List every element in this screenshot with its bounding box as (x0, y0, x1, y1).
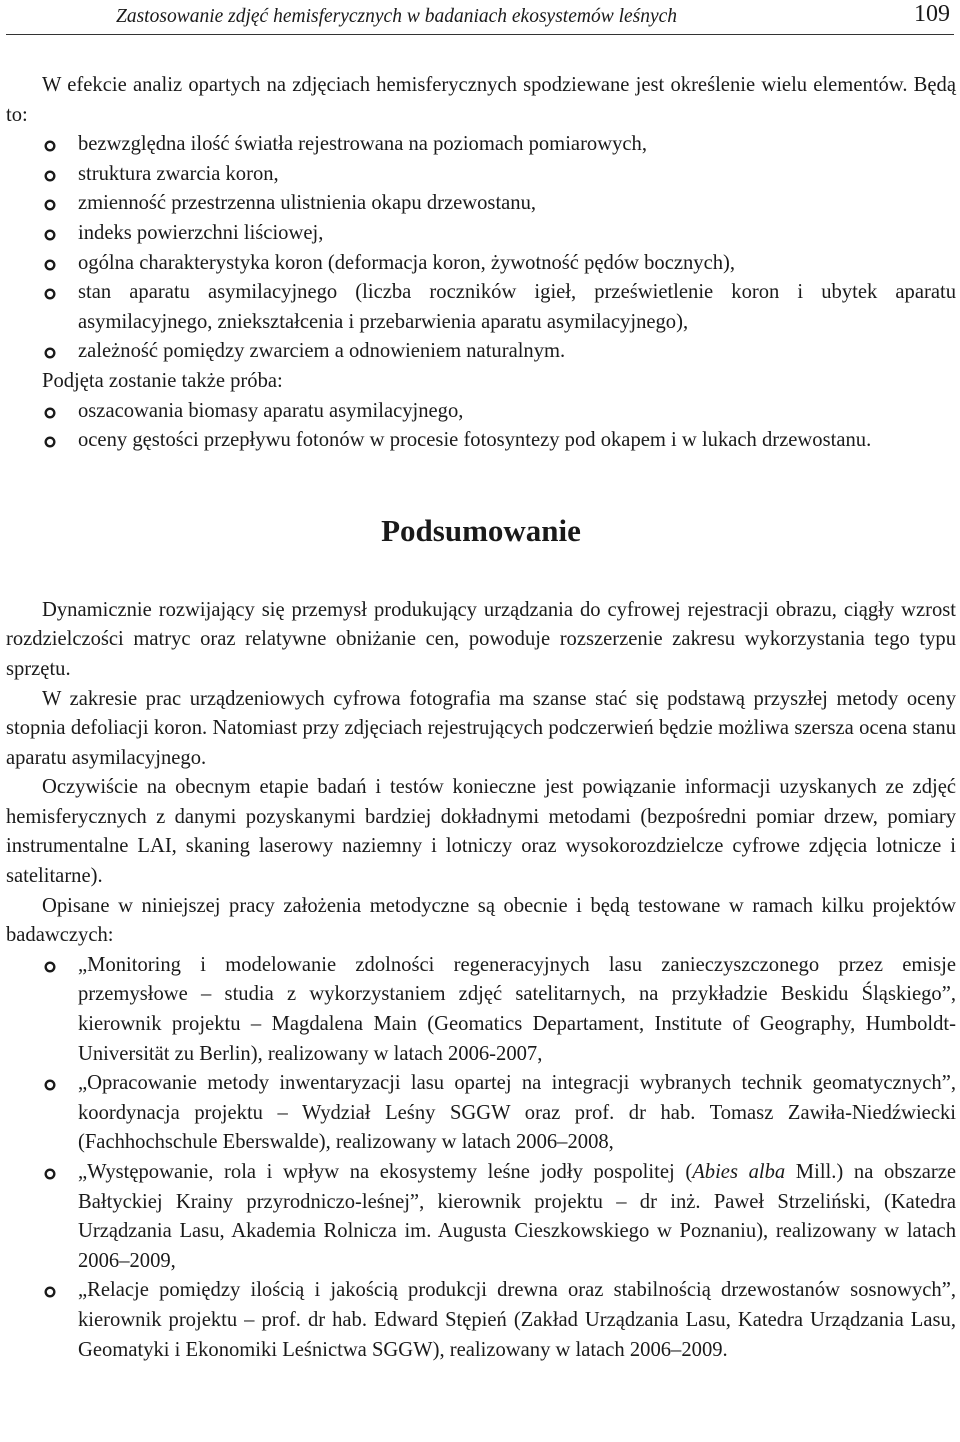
list-item: ogólna charakterystyka koron (deformacja koron, żywotność pędów bocznych), (6, 249, 956, 279)
bullet-icon (44, 347, 56, 359)
list-item: oceny gęstości przepływu fotonów w procesie fotosyntezy pod okapem i w lukach drzewostanu. (6, 426, 956, 456)
attempt-label: Podjęta zostanie także próba: (42, 369, 283, 392)
list-item: zmienność przestrzenna ulistnienia okapu drzewostanu, (6, 189, 956, 219)
bullet-icon (44, 170, 56, 182)
species-name: Abies alba (692, 1161, 786, 1183)
page-content (6, 71, 956, 1365)
project-item: „Występowanie, rola i wpływ na ekosystemy leśne jodły pospolitej (Abies alba Mill.) na obszarze Bałtyckiej Krainy przyrodniczo-leśnej”, kierownik projektu – dr inż. Paweł Strzeliński, (Katedra Urządzania Lasu, Akademia Rolnicza im. Augusta Cieszkowskiego w Poznaniu), realizowany w latach 2006–2009, (6, 1158, 956, 1276)
bullet-icon (44, 407, 56, 419)
list-item: zależność pomiędzy zwarciem a odnowieniem naturalnym. (6, 337, 956, 367)
bullet-icon (44, 288, 56, 300)
bullet-icon (44, 229, 56, 241)
summary-paragraph: Oczywiście na obecnym etapie badań i testów konieczne jest powiązanie informacji uzyskanych ze zdjęć hemisferycznych z danymi pozyskanymi bardziej dokładnymi metodami (bezpośredni pomiar drzew, pomiary instrumentalne LAI, skaning laserowy naziemny i lotniczy oraz wysokorozdzielcze cyfrowe zdjęcia lotnicze i satelitarne). (6, 776, 956, 888)
section-heading: Podsumowanie (381, 512, 581, 548)
bullet-icon (44, 1168, 56, 1180)
project-item: „Relacje pomiędzy ilością i jakością produkcji drewna oraz stabilnością drzewostanów sosnowych”, kierownik projektu – prof. dr hab. Edward Stępień (Zakład Urządzania Lasu, Katedra Urządzania Lasu, Geomatyki i Ekonomiki Leśnictwa SGGW), realizowany w latach 2006–2009. (6, 1276, 956, 1365)
bullet-icon (44, 140, 56, 152)
running-title: Zastosowanie zdjęć hemisferycznych w badaniach ekosystemów leśnych (116, 6, 678, 27)
attempt-list (6, 397, 956, 456)
expected-elements-list (6, 130, 956, 367)
summary-paragraph: W zakresie prac urządzeniowych cyfrowa fotografia ma szanse stać się podstawą przyszłej metody oceny stopnia defoliacji koron. Natomiast przy zdjęciach rejestrujących podczerwień będzie możliwa szersza ocena stanu aparatu asymilacyjnego. (6, 687, 956, 769)
projects-list (6, 951, 956, 1365)
summary-paragraph: Opisane w niniejszej pracy założenia metodyczne są obecnie i będą testowane w ramach kilku projektów badawczych: (6, 894, 956, 947)
project-item: „Opracowanie metody inwentaryzacji lasu opartej na integracji wybranych technik geomatycznych”, koordynacja projektu – Wydział Leśny SGGW oraz prof. dr hab. Tomasz Zawiła-Niedźwiecki (Fachhochschule Eberswalde), realizowany w latach 2006–2008, (6, 1069, 956, 1158)
summary-paragraph: Dynamicznie rozwijający się przemysł produkujący urządzania do cyfrowej rejestracji obrazu, ciągły wzrost rozdzielczości matryc oraz relatywne obniżanie cen, powoduje rozszerzenie zakresu wykorzystania tego typu sprzętu. (6, 598, 956, 680)
bullet-icon (44, 259, 56, 271)
bullet-icon (44, 436, 56, 448)
list-item: bezwzględna ilość światła rejestrowana na poziomach pomiarowych, (6, 130, 956, 160)
list-item: indeks powierzchni liściowej, (6, 219, 956, 249)
list-item: oszacowania biomasy aparatu asymilacyjnego, (6, 397, 956, 427)
bullet-icon (44, 961, 56, 973)
bullet-icon (44, 1079, 56, 1091)
project-item: „Monitoring i modelowanie zdolności regeneracyjnych lasu zanieczyszczonego przez emisje przemysłowe – studia z wykorzystaniem zdjęć satelitarnych, na przykładzie Beskidu Śląskiego”, kierownik projektu – Magdalena Main (Geomatics Departament, Institute of Geography, Humboldt-Universität zu Berlin), realizowany w latach 2006-2007, (6, 951, 956, 1069)
list-item: stan aparatu asymilacyjnego (liczba roczników igieł, prześwietlenie koron i ubytek aparatu asymilacyjnego, zniekształcenia i przebarwienia aparatu asymilacyjnego), (6, 278, 956, 337)
bullet-icon (44, 1286, 56, 1298)
intro-paragraph: W efekcie analiz opartych na zdjęciach hemisferycznych spodziewane jest określenie wielu elementów. Będą to: (6, 74, 956, 126)
page-number: 109 (914, 1, 950, 27)
running-header (6, 0, 954, 35)
list-item: struktura zwarcia koron, (6, 160, 956, 190)
bullet-icon (44, 199, 56, 211)
